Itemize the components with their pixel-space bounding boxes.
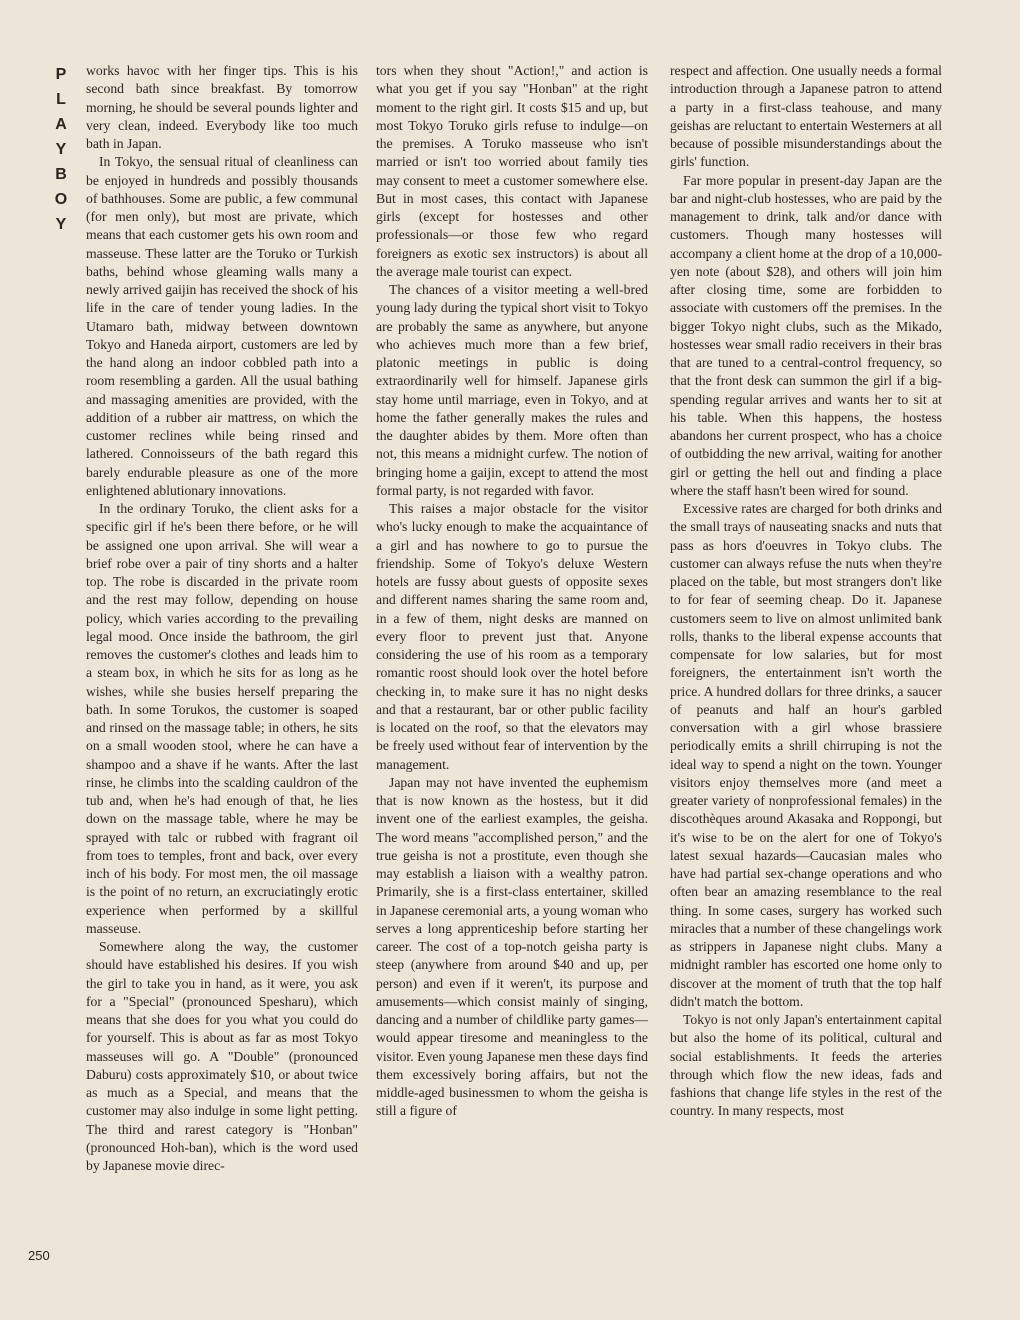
brand-letter: Y — [55, 141, 67, 158]
paragraph: Far more popular in present-day Japan are the bar and night-club hostesses, who are paid by the management to drink, talk and/or dance with customers. Though many hostesses will accompany a client home at the drop of a 10,000-yen note (about $28), and others will join him after closing time, some are forbidden to associate with customers off the premises. In the bigger Tokyo night clubs, such as the Mikado, hostesses wear small radio receivers in their bras that are tuned to a central-control frequency, so that the front desk can summon the girl if a big-spending regular arrives and wants her to sit at his table. When this happens, the hostess abandons her current prospect, who has a choice of outbidding the new arrival, waiting for another girl or getting the hell out and finding a place where the staff hasn't been wired for sound. — [670, 172, 942, 498]
paragraph: The chances of a visitor meeting a well-bred young lady during the typical short visit to Tokyo are probably the same as anywhere, but anyone who achieves much more than a few brief, platonic meetings in public is doing extraordinarily well for himself. Japanese girls stay home until marriage, even in Tokyo, and at home the father generally makes the rules and the daughter abides by them. More often than not, this means a midnight curfew. The notion of bringing home a gaijin, except to attend the most formal party, is not regarded with favor. — [376, 282, 648, 498]
brand-letter: O — [54, 191, 68, 208]
paragraph: respect and affection. One usually needs a formal introduction through a Japanese patron to attend a party in a first-class teahouse, and many geishas are reluctant to entertain Westerners at all because of possible misunderstandings about the girls' function. — [670, 63, 942, 170]
brand-letter: A — [55, 116, 67, 133]
paragraph: Tokyo is not only Japan's entertainment capital but also the home of its political, cultural and social establishments. It feeds the arteries through which flow the new ideas, fads and fashions that change life styles in the rest of the country. In many respects, most — [670, 1012, 942, 1119]
brand-letter: P — [55, 66, 67, 83]
text-column-1 — [86, 62, 358, 1175]
paragraph: Somewhere along the way, the customer should have established his desires. If you wish the girl to take you in hand, as it were, you ask for a "Special" (pronounced Spesharu), which means that she does for you what you could do for yourself. This is about as far as most Tokyo masseuses will go. A "Double" (pronounced Daburu) costs approximately $10, or about twice as much as a Special, and means that the customer may also indulge in some light petting. The third and rarest category is "Honban" (pronounced Hoh-ban), which is the word used by Japanese movie direc- — [86, 939, 358, 1173]
paragraph: works havoc with her finger tips. This is his second bath since breakfast. By tomorrow morning, he should be several pounds lighter and very clean, indeed. Everybody like too much bath in Japan. — [86, 63, 358, 151]
text-column-2 — [376, 62, 648, 1121]
brand-letter: B — [55, 166, 67, 183]
brand-letter: Y — [55, 216, 67, 233]
paragraph: tors when they shout "Action!," and action is what you get if you say "Honban" at the right moment to the right girl. It costs $15 and up, but most Tokyo Toruko girls refuse to indulge—on the premises. A Toruko masseuse who isn't married or isn't too worried about family ties may consent to meet a customer somewhere else. But in most cases, this contact with Japanese girls (except for hostesses and other professionals—or those few who regard foreigners as exotic sex instructors) is about all the average male tourist can expect. — [376, 63, 648, 279]
paragraph: Japan may not have invented the euphemism that is now known as the hostess, but it did invent one of the earliest examples, the geisha. The word means "accomplished person," and the true geisha is not a prostitute, even though she may establish a liaison with a wealthy patron. Primarily, she is a first-class entertainer, skilled in Japanese ceremonial arts, a young woman who serves a long apprenticeship before starting her career. The cost of a top-notch geisha party is steep (anywhere from around $40 and up, per person) and even if it weren't, its purpose and amusements—which consist mainly of singing, dancing and a number of childlike party games—would appear tiresome and meaningless to the visitor. Even young Japanese men these days find them excessively boring affairs, but not the middle-aged businessmen to whom the geisha is still a figure of — [376, 774, 648, 1119]
text-column-3 — [670, 62, 942, 1121]
page-number: 250 — [28, 1248, 50, 1263]
magazine-name-vertical — [50, 62, 72, 237]
paragraph: This raises a major obstacle for the visitor who's lucky enough to make the acquaintance of a girl and has nowhere to go to pursue the friendship. Some of Tokyo's deluxe Western hotels are fussy about guests of opposite sexes and different names sharing the same room and, in a few of them, night desks are manned on every floor to prevent just that. Anyone considering the use of his room as a temporary romantic roost should look over the hotel before checking in, to make sure it has no night desks and that a restaurant, bar or other public facility is located on the roof, so that the elevators may be freely used without fear of intervention by the management. — [376, 501, 648, 772]
paragraph: In Tokyo, the sensual ritual of cleanliness can be enjoyed in hundreds and possibly thousands of bathhouses. Some are public, a few communal (for men only), but most are private, which means that each customer gets his own room and masseuse. These latter are the Toruko or Turkish baths, behind whose gleaming walls many a newly arrived gaijin has received the shock of his life in the care of tender young ladies. In the Utamaro bath, midway between downtown Tokyo and Haneda airport, customers are led by the hand along an indoor cobbled path into a room resembling a garden. All the usual bathing and massaging amenities are provided, with the addition of a rubber air mattress, on which the customer reclines while being rinsed and lathered. Connoisseurs of the bath regard this barely endurable pleasure as one of the more enlightened ablutionary innovations. — [86, 154, 358, 498]
paragraph: Excessive rates are charged for both drinks and the small trays of nauseating snacks and nuts that pass as hors d'oeuvres in Tokyo clubs. The customer can always refuse the nuts when they're placed on the table, but most strangers don't like to for fear of seeming cheap. Do it. Japanese customers seem to live on almost unlimited bank rolls, thanks to the liberal expense accounts that compensate for low salaries, but for most foreigners, the entertainment isn't worth the price. A hundred dollars for three drinks, a saucer of peanuts and half an hour's garbled conversation with a girl whose brassiere periodically emits a shrill chirruping is not the ideal way to spend a night on the town. Younger visitors enjoy themselves more (and meet a greater variety of nonprofessional females) in the discothèques around Akasaka and Roppongi, but it's wise to be on the alert for one of Tokyo's latest sexual hazards—Caucasian males who have had partial sex-change operations and who often bear an amazing resemblance to the real thing. In some cases, surgery has worked such miracles that a number of these changelings work as strippers in Japanese night clubs. Many a midnight rambler has escorted one home only to discover at the moment of truth that the top half didn't match the bottom. — [670, 501, 942, 1009]
brand-letter: L — [56, 91, 66, 108]
paragraph: In the ordinary Toruko, the client asks for a specific girl if he's been there before, or he will be assigned one upon arrival. She will wear a brief robe over a pair of tiny shorts and a halter top. The robe is discarded in the private room and the rest may follow, depending on house policy, which varies according to the prevailing legal mood. Once inside the bathroom, the girl removes the customer's clothes and leads him to a steam box, in which he sits for as long as he wishes, while she busies herself preparing the bath. In some Torukos, the customer is soaped and rinsed on the massage table; in others, he sits on a small wooden stool, where he can have a shampoo and a shave if he wants. After the last rinse, he climbs into the scalding cauldron of the tub and, when he's had enough of that, he lies down on the massage table, where he may be sprayed with talc or rubbed with fragrant oil from toes to temples, front and back, over every inch of his body. For most men, the oil massage is the point of no return, an excruciatingly erotic experience when performed by a skillful masseuse. — [86, 501, 358, 936]
